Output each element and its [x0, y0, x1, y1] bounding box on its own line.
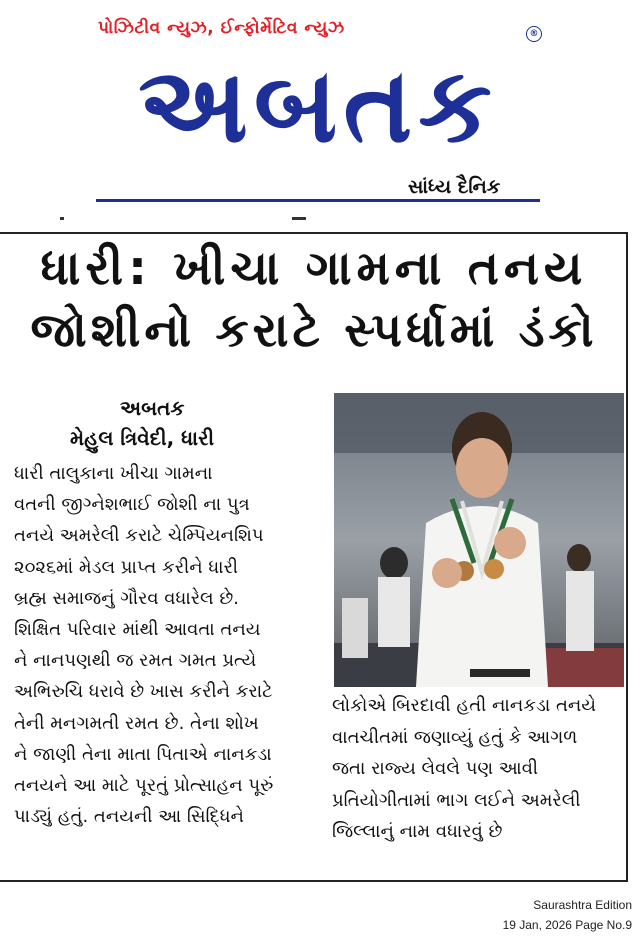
body-line: તેની મનગમતી રમત છે. તેના શોખ: [14, 712, 259, 734]
body-line: તનયને આ માટે પૂરતું પ્રોત્સાહન પૂરું: [14, 775, 274, 797]
masthead-tagline: પોઝિટીવ ન્યુઝ, ઈન્ફોર્મેટિવ ન્યુઝ: [98, 18, 345, 38]
body-line: પ્રતિયોગીતામાં ભાગ લઈને અમરેલી: [332, 789, 581, 811]
edition-label: સાંધ્ય દૈનિક: [408, 176, 501, 198]
body-line: લોકોએ બિરદાવી હતી નાનકડા તનયે: [332, 695, 597, 716]
body-line: જિલ્લાનું નામ વધારવું છે: [332, 821, 503, 843]
masthead: [0, 0, 642, 210]
body-line: અભિરુચિ ધરાવે છે ખાસ કરીને કરાટે: [14, 681, 273, 703]
headline-line-2: જોશીનો કરાટે સ્પર્ધામાં ડંકો: [30, 303, 598, 358]
headline-line-1: ધારી: ખીચા ગામના તનય: [40, 241, 588, 296]
body-line: જતા રાજ્ય લેવલે પણ આવી: [332, 758, 539, 780]
article-body-left: [14, 458, 314, 832]
karate-child-photo: [334, 393, 624, 687]
byline-author: મેહુલ ત્રિવેદી, ધારી: [70, 426, 215, 450]
body-line: ૨૦૨૬માં મેડલ પ્રાપ્ત કરીને ધારી: [14, 556, 239, 578]
body-line: ધારી તાલુકાના ખીચા ગામના: [14, 463, 213, 484]
body-line: પાડ્યું હતું. તનયની આ સિદ્ધિને: [14, 806, 244, 828]
body-line: ને નાનપણથી જ રમત ગમત પ્રત્યે: [14, 650, 257, 672]
logo-underline: [96, 199, 540, 202]
body-line: વતની જીગ્નેશભાઈ જોશી ના પુત્ર: [14, 494, 250, 516]
byline-source: અબતક: [120, 396, 185, 420]
body-line: તનયે અમરેલી કરાટે ચેમ્પિયનશિપ: [14, 525, 264, 547]
article-body-right: [332, 690, 624, 848]
body-line: વાતચીતમાં જણાવ્યું હતું કે આગળ: [332, 726, 578, 748]
body-line: ને જાણી તેના માતા પિતાએ નાનકડા: [14, 743, 272, 765]
top-decor-marks: [60, 215, 310, 221]
article-photo: [334, 393, 624, 687]
brand-logo: અબતક: [138, 44, 498, 166]
article-headline: [8, 238, 620, 362]
footer-edition: Saurashtra Edition: [533, 898, 632, 912]
body-line: બ્રહ્મ સમાજનું ગૌરવ વધારેલ છે.: [14, 587, 240, 609]
footer-date-page: 19 Jan, 2026 Page No.9: [502, 918, 632, 932]
body-line: શિક્ષિત પરિવાર માંથી આવતા તનય: [14, 619, 261, 641]
registered-mark: ®: [526, 26, 542, 42]
